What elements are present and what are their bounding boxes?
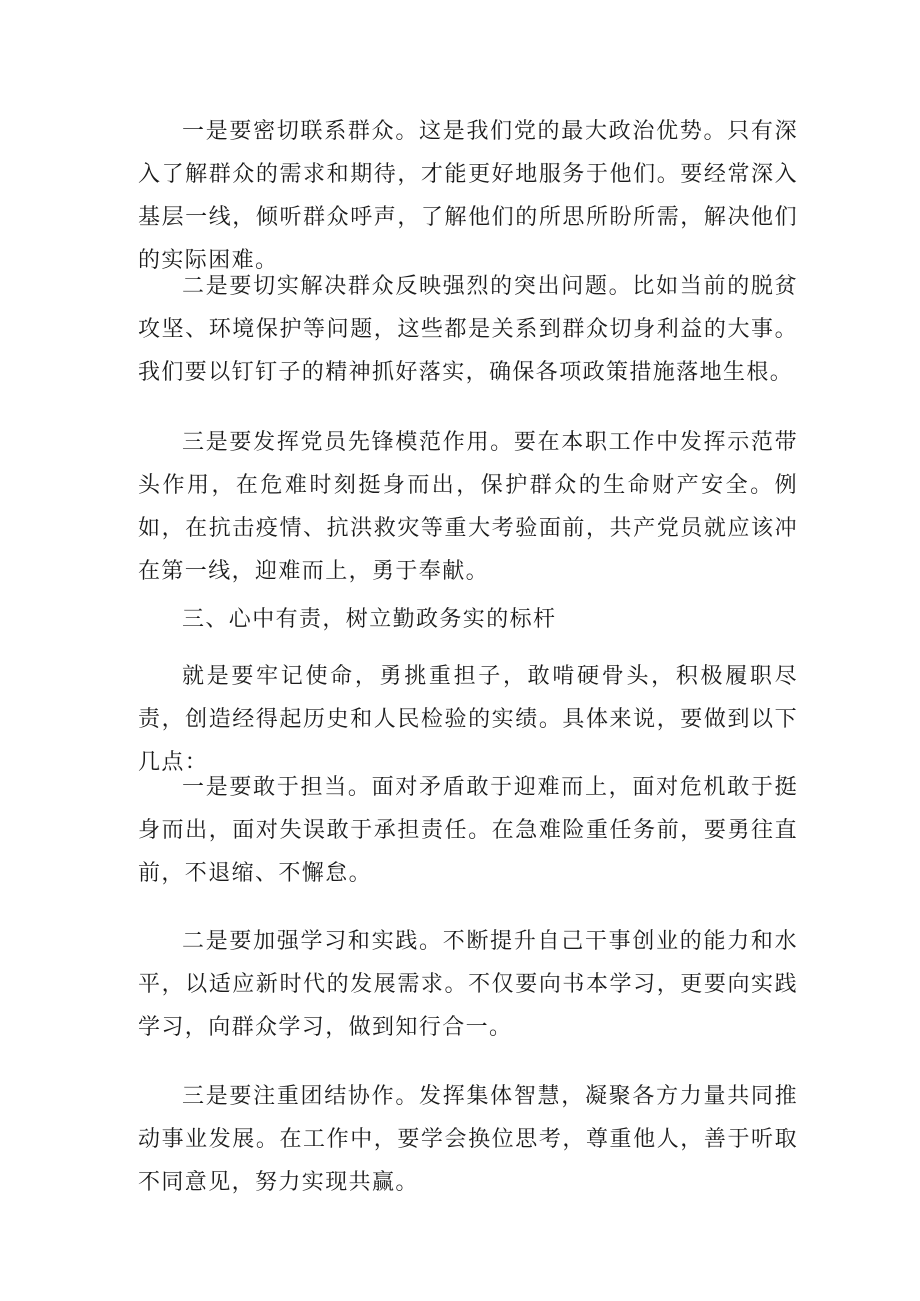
paragraph-take-responsibility: 一是要敢于担当。面对矛盾敢于迎难而上，面对危机敢于挺身而出，面对失误敢于承担责任。在急难险重任务前，要勇往直前，不退缩、不懈怠。 [138, 775, 798, 886]
paragraph-study-practice: 二是要加强学习和实践。不断提升自己干事创业的能力和水平，以适应新时代的发展需求。不仅要向书本学习，更要向实践学习，向群众学习，做到知行合一。 [138, 929, 798, 1040]
paragraph-solve-problems: 二是要切实解决群众反映强烈的突出问题。比如当前的脱贫攻坚、环境保护等问题，这些都是关系到群众切身利益的大事。我们要以钉钉子的精神抓好落实，确保各项政策措施落地生根。 [138, 274, 798, 385]
section-heading: 三、心中有责，树立勤政务实的标杆 [182, 607, 557, 632]
paragraph-teamwork: 三是要注重团结协作。发挥集体智慧，凝聚各方力量共同推动事业发展。在工作中，要学会换位思考，尊重他人，善于听取不同意见，努力实现共赢。 [138, 1084, 798, 1195]
paragraph-contact-masses: 一是要密切联系群众。这是我们党的最大政治优势。只有深入了解群众的需求和期待，才能更好地服务于他们。要经常深入基层一线，倾听群众呼声，了解他们的所思所盼所需，解决他们的实际困难。 [138, 119, 798, 273]
paragraph-section-intro: 就是要牢记使命，勇挑重担子，敢啃硬骨头，积极履职尽责，创造经得起历史和人民检验的实绩。具体来说，要做到以下几点： [138, 664, 798, 775]
paragraph-party-member-role: 三是要发挥党员先锋模范作用。要在本职工作中发挥示范带头作用，在危难时刻挺身而出，保护群众的生命财产安全。例如，在抗击疫情、抗洪救灾等重大考验面前，共产党员就应该冲在第一线，迎难而上，勇于奉献。 [138, 430, 798, 584]
